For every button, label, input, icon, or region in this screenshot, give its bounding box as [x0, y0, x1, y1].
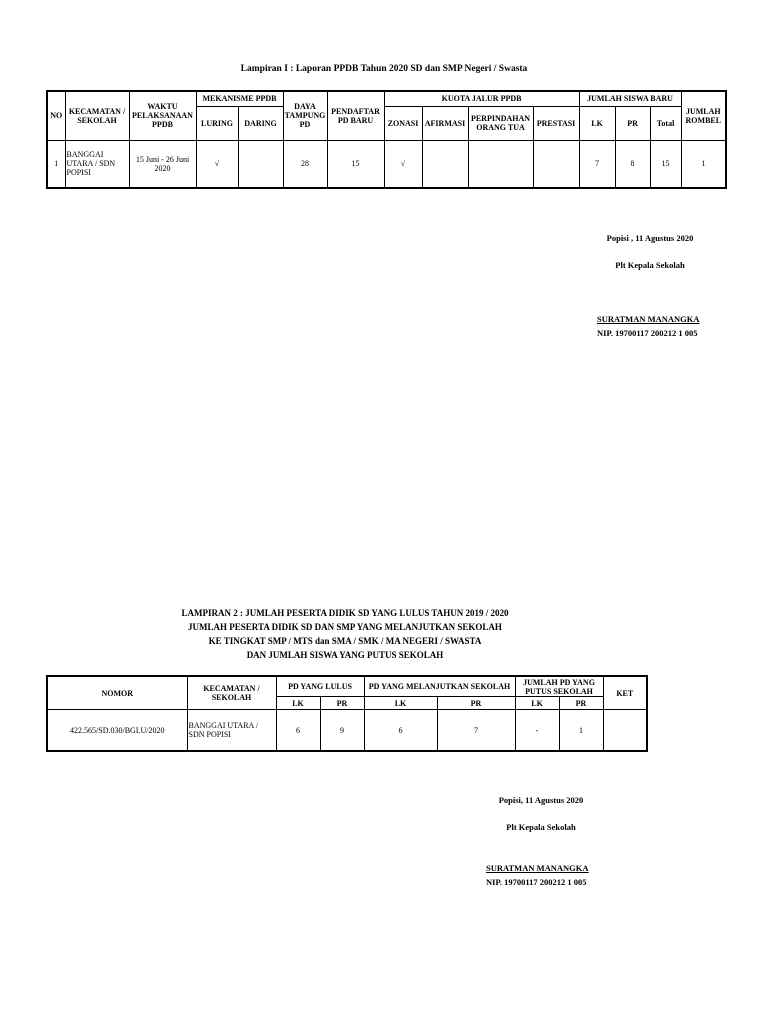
- signature2-name: SURATMAN MANANGKA: [486, 863, 589, 873]
- signature2-nip: NIP. 19700117 200212 1 005: [486, 877, 587, 887]
- cell-prestasi: [533, 140, 579, 188]
- header-daya-tampung: DAYA TAMPUNG PD: [283, 91, 327, 140]
- cell-total: 15: [650, 140, 681, 188]
- header-no: NO: [47, 91, 65, 140]
- header-zonasi: ZONASI: [384, 106, 422, 140]
- cell-afirmasi: [422, 140, 468, 188]
- table-row: [47, 140, 726, 188]
- header-melanjutkan: PD YANG MELANJUTKAN SEKOLAH: [364, 676, 515, 697]
- header-lulus: PD YANG LULUS: [276, 676, 364, 697]
- header-lanjut-pr: PR: [437, 697, 515, 710]
- cell-lulus-lk: 6: [276, 710, 320, 751]
- cell-ket: [603, 710, 647, 751]
- signature1-place-date: Popisi , 11 Agustus 2020: [606, 233, 694, 243]
- cell-perpindahan: [468, 140, 533, 188]
- cell-putus-lk: -: [515, 710, 559, 751]
- header-nomor: NOMOR: [47, 676, 187, 710]
- header-mekanisme: MEKANISME PPDB: [196, 91, 283, 106]
- header-prestasi: PRESTASI: [533, 106, 579, 140]
- lampiran2-title-line-4: DAN JUMLAH SISWA YANG PUTUS SEKOLAH: [246, 650, 444, 660]
- cell-putus-pr: 1: [559, 710, 603, 751]
- header-pendaftar: PENDAFTAR PD BARU: [327, 91, 384, 140]
- lampiran2-title-line-2: JUMLAH PESERTA DIDIK SD DAN SMP YANG MELANJUTKAN SEKOLAH: [188, 622, 502, 632]
- cell-pendaftar: 15: [327, 140, 384, 188]
- lampiran2-title: [0, 606, 690, 662]
- cell-lanjut-lk: 6: [364, 710, 437, 751]
- cell-kecamatan: BANGGAI UTARA / SDN POPISI: [187, 710, 276, 751]
- cell-daya-tampung: 28: [283, 140, 327, 188]
- cell-lk: 7: [579, 140, 615, 188]
- ppdb-table: [46, 90, 727, 189]
- header-afirmasi: AFIRMASI: [422, 106, 468, 140]
- lampiran2-title-line-1: LAMPIRAN 2 : JUMLAH PESERTA DIDIK SD YANG LULUS TAHUN 2019 / 2020: [181, 608, 509, 618]
- kelulusan-table: [46, 675, 648, 752]
- header-daring: DARING: [238, 106, 283, 140]
- header-rombel: JUMLAH ROMBEL: [681, 91, 726, 140]
- signature1-name: SURATMAN MANANGKA: [597, 314, 700, 324]
- header-jumlah-siswa: JUMLAH SISWA BARU: [579, 91, 681, 106]
- header-lulus-pr: PR: [320, 697, 364, 710]
- cell-zonasi: √: [384, 140, 422, 188]
- lampiran1-title: Lampiran I : Laporan PPDB Tahun 2020 SD dan SMP Negeri / Swasta: [240, 64, 528, 74]
- header-kuota: KUOTA JALUR PPDB: [384, 91, 579, 106]
- header-putus-pr: PR: [559, 697, 603, 710]
- cell-kecamatan: BANGGAI UTARA / SDN POPISI: [65, 140, 129, 188]
- signature2-position: Plt Kepala Sekolah: [506, 822, 576, 832]
- header-kecamatan: KECAMATAN / SEKOLAH: [187, 676, 276, 710]
- header-putus-lk: LK: [515, 697, 559, 710]
- signature2-place-date: Popisi, 11 Agustus 2020: [498, 795, 584, 805]
- cell-daring: [238, 140, 283, 188]
- header-perpindahan: PERPINDAHAN ORANG TUA: [468, 106, 533, 140]
- header-pr: PR: [615, 106, 650, 140]
- header-kecamatan: KECAMATAN / SEKOLAH: [65, 91, 129, 140]
- lampiran2-title-line-3: KE TINGKAT SMP / MTS dan SMA / SMK / MA NEGERI / SWASTA: [208, 636, 482, 646]
- cell-rombel: 1: [681, 140, 726, 188]
- cell-luring: √: [196, 140, 238, 188]
- header-putus: JUMLAH PD YANG PUTUS SEKOLAH: [515, 676, 603, 697]
- header-waktu: WAKTU PELAKSANAAN PPDB: [129, 91, 196, 140]
- header-ket: KET: [603, 676, 647, 710]
- signature1-nip: NIP. 19700117 200212 1 005: [597, 328, 698, 338]
- cell-nomor: 422.565/SD.030/BGI.U/2020: [47, 710, 187, 751]
- header-luring: LURING: [196, 106, 238, 140]
- header-lanjut-lk: LK: [364, 697, 437, 710]
- header-lk: LK: [579, 106, 615, 140]
- signature1-position: Plt Kepala Sekolah: [615, 260, 685, 270]
- header-lulus-lk: LK: [276, 697, 320, 710]
- cell-pr: 8: [615, 140, 650, 188]
- cell-lulus-pr: 9: [320, 710, 364, 751]
- cell-no: 1: [47, 140, 65, 188]
- table-row: [47, 710, 647, 751]
- cell-waktu: 15 Juni - 26 Juni 2020: [129, 140, 196, 188]
- header-total: Total: [650, 106, 681, 140]
- cell-lanjut-pr: 7: [437, 710, 515, 751]
